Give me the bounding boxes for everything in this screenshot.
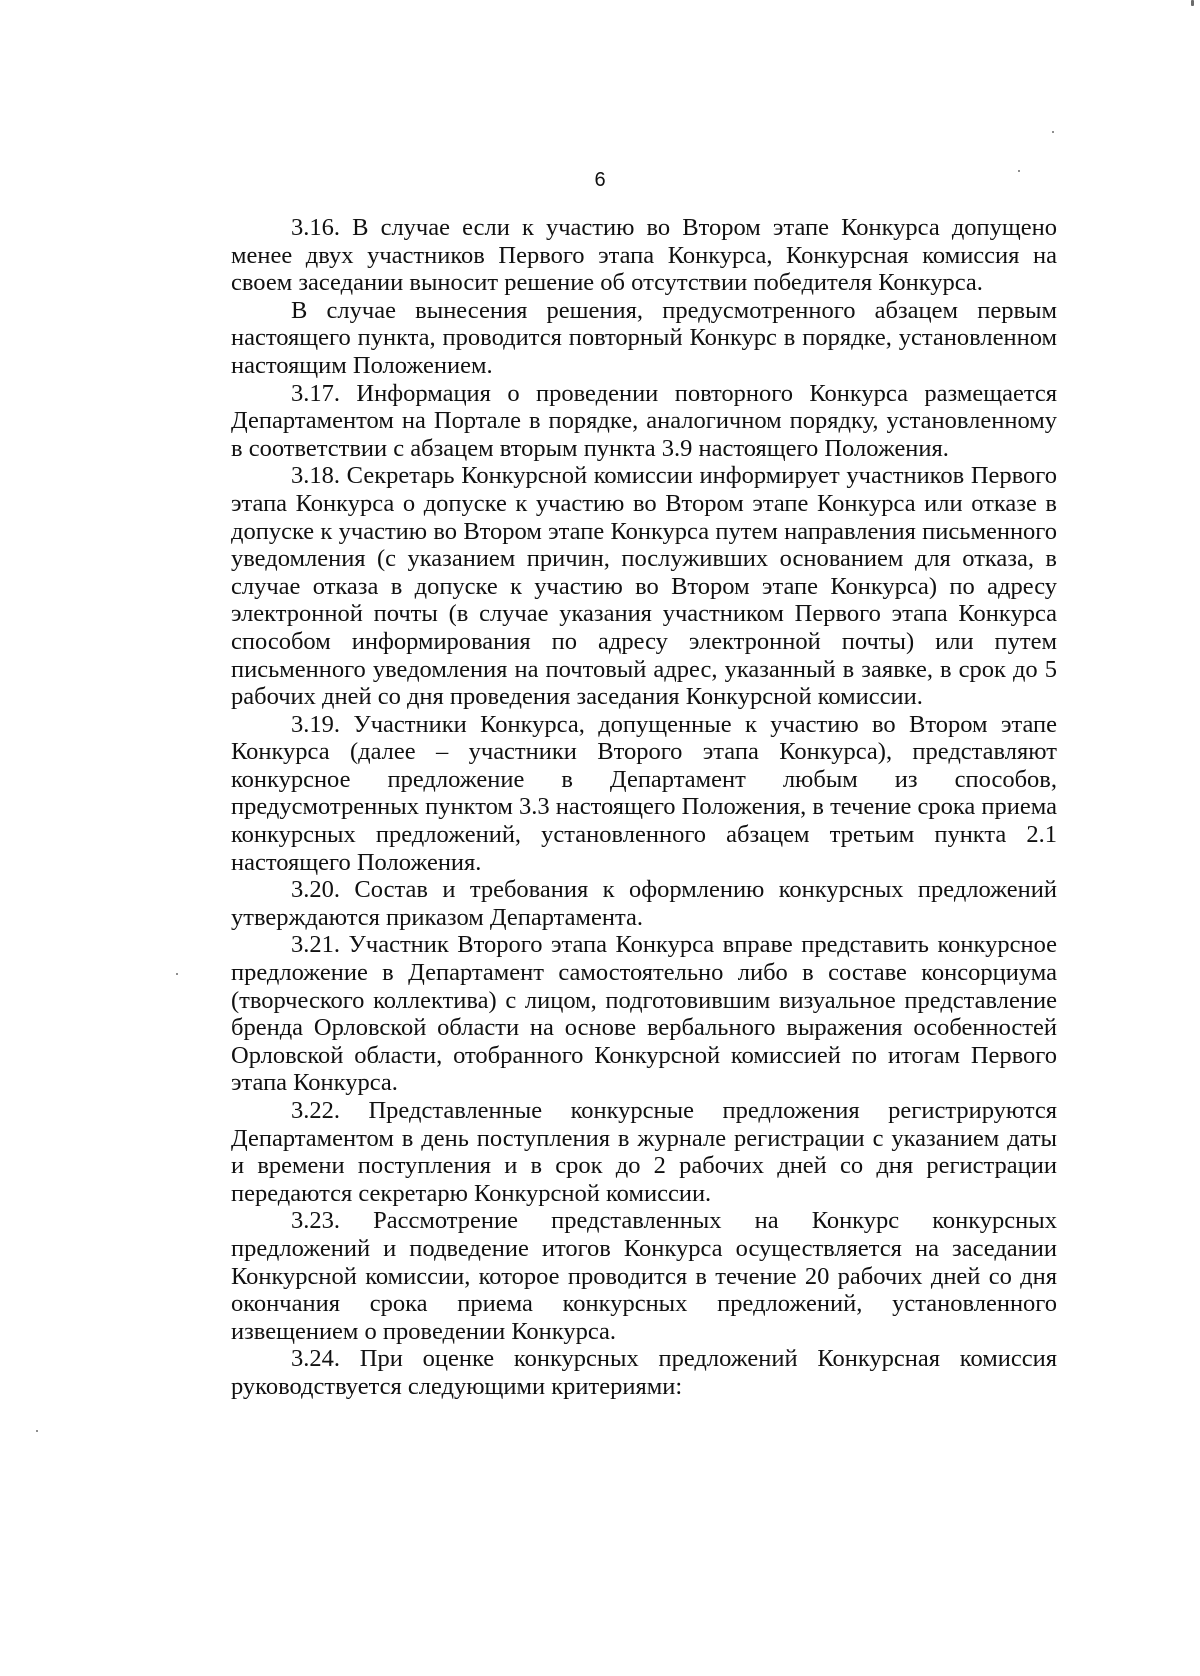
scan-speck — [1191, 0, 1194, 6]
paragraph-3-18: 3.18. Секретарь Конкурсной комиссии информирует участников Первого этапа Конкурса о допуске к участию во Втором этапе Конкурса или отказе в допуске к участию во Втором этапе Конкурса путем направления письменного уведомления (с указанием причин, послуживших основанием для отказа, в случае отказа в допуске к участию во Втором этапе Конкурса) по адресу электронной почты (в случае указания участником Первого этапа Конкурса способом информирования по адресу электронной почты) или путем письменного уведомления на почтовый адрес, указанный в заявке, в срок до 5 рабочих дней со дня проведения заседания Конкурсной комиссии. — [231, 462, 1057, 711]
scan-speck — [36, 1430, 38, 1432]
paragraph-3-19: 3.19. Участники Конкурса, допущенные к участию во Втором этапе Конкурса (далее – участники Второго этапа Конкурса), представляют конкурсное предложение в Департамент любым из способов, предусмотренных пунктом 3.3 настоящего Положения, в течение срока приема конкурсных предложений, установленного абзацем третьим пункта 2.1 настоящего Положения. — [231, 710, 1057, 876]
paragraph-3-17: 3.17. Информация о проведении повторного Конкурса размещается Департаментом на Портале в порядке, аналогичном порядку, установленному в соответствии с абзацем вторым пункта 3.9 настоящего Положения. — [231, 379, 1057, 462]
paragraph-3-16-second: В случае вынесения решения, предусмотренного абзацем первым настоящего пункта, проводится повторный Конкурс в порядке, установленном настоящим Положением. — [231, 296, 1057, 379]
paragraph-3-16: 3.16. В случае если к участию во Втором этапе Конкурса допущено менее двух участников Первого этапа Конкурса, Конкурсная комиссия на своем заседании выносит решение об отсутствии победителя Конкурса. — [231, 214, 1057, 297]
paragraph-3-22: 3.22. Представленные конкурсные предложения регистрируются Департаментом в день поступления в журнале регистрации с указанием даты и времени поступления и в срок до 2 рабочих дней со дня регистрации передаются секретарю Конкурсной комиссии. — [231, 1097, 1057, 1207]
paragraph-3-24: 3.24. При оценке конкурсных предложений Конкурсная комиссия руководствуется следующими критериями: — [231, 1345, 1057, 1400]
scan-speck — [1018, 170, 1020, 172]
paragraph-3-21: 3.21. Участник Второго этапа Конкурса вправе представить конкурсное предложение в Департамент самостоятельно либо в составе консорциума (творческого коллектива) с лицом, подготовившим визуальное представление бренда Орловской области на основе вербального выражения особенностей Орловской области, отобранного Конкурсной комиссией по итогам Первого этапа Конкурса. — [231, 931, 1057, 1097]
document-body — [231, 214, 1057, 1401]
scan-speck — [1052, 131, 1054, 133]
paragraph-3-20: 3.20. Состав и требования к оформлению конкурсных предложений утверждаются приказом Департамента. — [231, 876, 1057, 931]
page-number: 6 — [594, 169, 606, 191]
scan-speck — [176, 973, 178, 975]
paragraph-3-23: 3.23. Рассмотрение представленных на Конкурс конкурсных предложений и подведение итогов Конкурса осуществляется на заседании Конкурсной комиссии, которое проводится в течение 20 рабочих дней со дня окончания срока приема конкурсных предложений, установленного извещением о проведении Конкурса. — [231, 1207, 1057, 1345]
